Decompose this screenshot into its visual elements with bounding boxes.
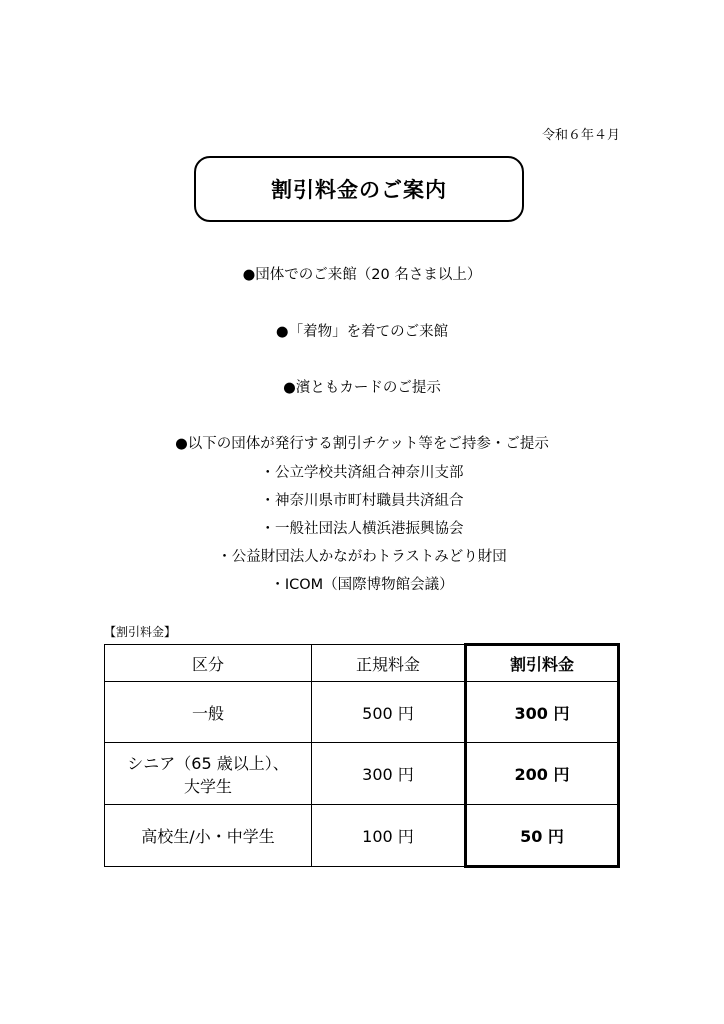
category-cell [105,743,312,805]
bullet-discount-ticket: ●以下の団体が発行する割引チケット等をご持参・ご提示 [175,436,549,452]
bullet-hamatomo-card: ●濱ともカードのご提示 [283,380,441,396]
header-regular-price: 正規料金 [312,645,466,682]
table-row [105,682,619,743]
category-label: 一般 [191,703,224,723]
regular-price-cell: 500 円 [312,682,466,743]
category-cell [105,682,312,743]
regular-price-cell: 300 円 [312,743,466,805]
organization-item: ・公立学校共済組合神奈川支部 [260,465,464,481]
table-header-row [105,645,619,682]
organization-item: ・一般社団法人横浜港振興協会 [260,521,464,537]
regular-price-cell: 100 円 [312,805,466,867]
document-date: 令和６年４月 [541,128,620,143]
bullet-group-visit: ●団体でのご来館（20 名さま以上） [242,267,482,283]
discount-price-cell: 50 円 [466,805,619,867]
organization-item: ・ICOM（国際博物館会議） [270,577,454,593]
bullet-kimono-visit: ●「着物」を着てのご来館 [275,324,449,340]
header-discount-price: 割引料金 [466,645,619,682]
category-label: 大学生 [183,776,232,796]
price-table [104,643,620,868]
table-caption: 【割引料金】 [104,625,177,639]
title-box [194,156,524,222]
table-row [105,805,619,867]
category-cell [105,805,312,867]
category-label: シニア（65 歳以上）、 [127,753,289,773]
header-category: 区分 [105,645,312,682]
discount-price-cell: 300 円 [466,682,619,743]
category-label: 高校生/小・中学生 [141,827,275,846]
discount-price-cell: 200 円 [466,743,619,805]
organization-item: ・公益財団法人かながわトラストみどり財団 [217,549,507,565]
table-row [105,743,619,805]
organization-item: ・神奈川県市町村職員共済組合 [260,493,464,509]
page-title: 割引料金のご案内 [271,178,447,202]
